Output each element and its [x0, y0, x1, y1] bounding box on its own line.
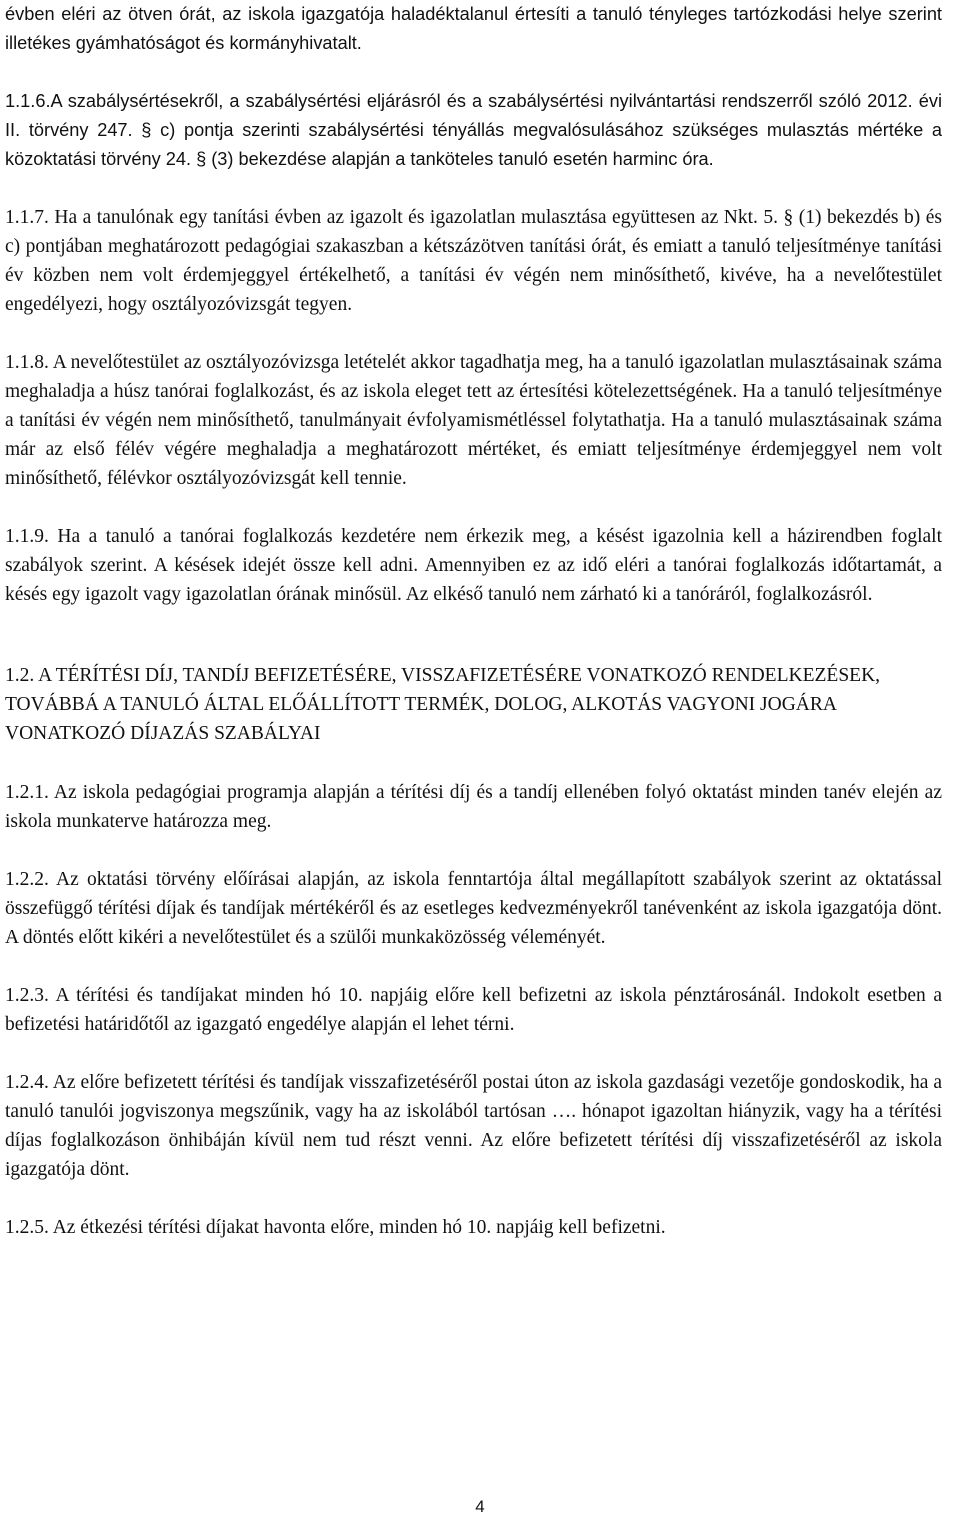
heading-number: 1.2.: [5, 665, 35, 686]
paragraph-number: 1.2.2.: [5, 869, 49, 890]
paragraph-number: 1.1.8.: [5, 352, 49, 373]
paragraph-number: 1.1.6.: [5, 91, 51, 111]
paragraph-1-1-6: [5, 87, 942, 174]
paragraph-text: Az iskola pedagógiai programja alapján a térítési díj és a tandíj ellenében folyó oktatást minden tanév elején az iskola munkaterve határozza meg.: [5, 782, 942, 832]
paragraph-text: A szabálysértésekről, a szabálysértési eljárásról és a szabálysértési nyilvántartási rendszerről szóló 2012. évi II. törvény 247. § c) pontja szerinti szabálysértési tényállás megvalósulásához szükséges mulasztás mértéke a közoktatási törvény 24. § (3) bekezdése alapján a tanköteles tanuló esetén harminc óra.: [5, 91, 942, 169]
paragraph-1-1-7: [5, 203, 942, 319]
paragraph-text: A térítési és tandíjakat minden hó 10. napjáig előre kell befizetni az iskola pénztárosánál. Indokolt esetben a befizetési határidőtől az igazgató engedélye alapján el lehet térni.: [5, 985, 942, 1035]
paragraph-number: 1.2.1.: [5, 782, 49, 803]
paragraph-text: Az oktatási törvény előírásai alapján, az iskola fenntartója által megállapított szabályok szerint az oktatással összefüggő térítési díjak és tandíjak mértékéről és az esetleges kedvezményekről tanévenként az iskola igazgatója dönt. A döntés előtt kikéri a nevelőtestület és a szülői munkaközösség véleményét.: [5, 869, 942, 948]
paragraph-number: 1.2.4.: [5, 1072, 49, 1093]
paragraph-text: évben eléri az ötven órát, az iskola igazgatója haladéktalanul értesíti a tanuló tényleges tartózkodási helye szerint illetékes gyámhatóságot és kormányhivatalt.: [5, 4, 942, 53]
paragraph-1-2-5: [5, 1213, 942, 1242]
document-page: [5, 0, 942, 1271]
paragraph-1-2-1: [5, 778, 942, 836]
section-heading: [5, 661, 942, 748]
paragraph-number: 1.2.3.: [5, 985, 49, 1006]
paragraph-1-1-8: [5, 348, 942, 493]
paragraph-1-1-9: [5, 522, 942, 609]
heading-text: A TÉRÍTÉSI DÍJ, TANDÍJ BEFIZETÉSÉRE, VISSZAFIZETÉSÉRE VONATKOZÓ RENDELKEZÉSEK, TOVÁBBÁ A TANULÓ ÁLTAL ELŐÁLLÍTOTT TERMÉK, DOLOG, ALKOTÁS VAGYONI JOGÁRA VONATKOZÓ DÍJAZÁS SZABÁLYAI: [5, 665, 881, 744]
paragraph-text: Ha a tanuló a tanórai foglalkozás kezdetére nem érkezik meg, a késést igazolnia kell a házirendben foglalt szabályok szerint. A késések idejét össze kell adni. Amennyiben ez az idő eléri a tanórai foglalkozás időtartamát, a késés egy igazolt vagy igazolatlan órának minősül. Az elkéső tanuló nem zárható ki a tanóráról, foglalkozásról.: [5, 526, 942, 605]
paragraph-continued: [5, 0, 942, 58]
paragraph-text: A nevelőtestület az osztályozóvizsga letételét akkor tagadhatja meg, ha a tanuló igazolatlan mulasztásainak száma meghaladja a húsz tanórai foglalkozást, és az iskola eleget tett az értesítési kötelezettségének. Ha a tanuló teljesítménye a tanítási év végén nem minősíthető, tanulmányait évfolyamismétléssel folytathatja. Ha a tanuló mulasztásainak száma már az első félév végére meghaladja a meghatározott mértéket, és emiatt teljesítménye érdemjeggyel nem volt minősíthető, félévkor osztályozóvizsgát kell tennie.: [5, 352, 942, 489]
paragraph-number: 1.1.7.: [5, 207, 49, 228]
paragraph-text: Az előre befizetett térítési és tandíjak visszafizetéséről postai úton az iskola gazdasági vezetője gondoskodik, ha a tanuló tanulói jogviszonya megszűnik, vagy ha az iskolából tartósan …. hónapot igazoltan hiányzik, vagy ha a térítési díjas foglalkozáson önhibáján kívül nem tud részt venni. Az előre befizetett térítési díj visszafizetéséről az iskola igazgatója dönt.: [5, 1072, 942, 1180]
paragraph-1-2-2: [5, 865, 942, 952]
page-number: 4: [475, 1497, 485, 1516]
paragraph-1-2-3: [5, 981, 942, 1039]
paragraph-number: 1.1.9.: [5, 526, 49, 547]
paragraph-number: 1.2.5.: [5, 1217, 49, 1238]
paragraph-text: Ha a tanulónak egy tanítási évben az igazolt és igazolatlan mulasztása együttesen az Nkt. 5. § (1) bekezdés b) és c) pontjában meghatározott pedagógiai szakaszban a kétszázötven tanítási órát, és emiatt a tanuló teljesítménye tanítási év közben nem volt érdemjeggyel értékelhető, a tanítási év végén nem minősíthető, kivéve, ha a nevelőtestület engedélyezi, hogy osztályozóvizsgát tegyen.: [5, 207, 942, 315]
paragraph-text: Az étkezési térítési díjakat havonta előre, minden hó 10. napjáig kell befizetni.: [52, 1217, 666, 1238]
paragraph-1-2-4: [5, 1068, 942, 1184]
